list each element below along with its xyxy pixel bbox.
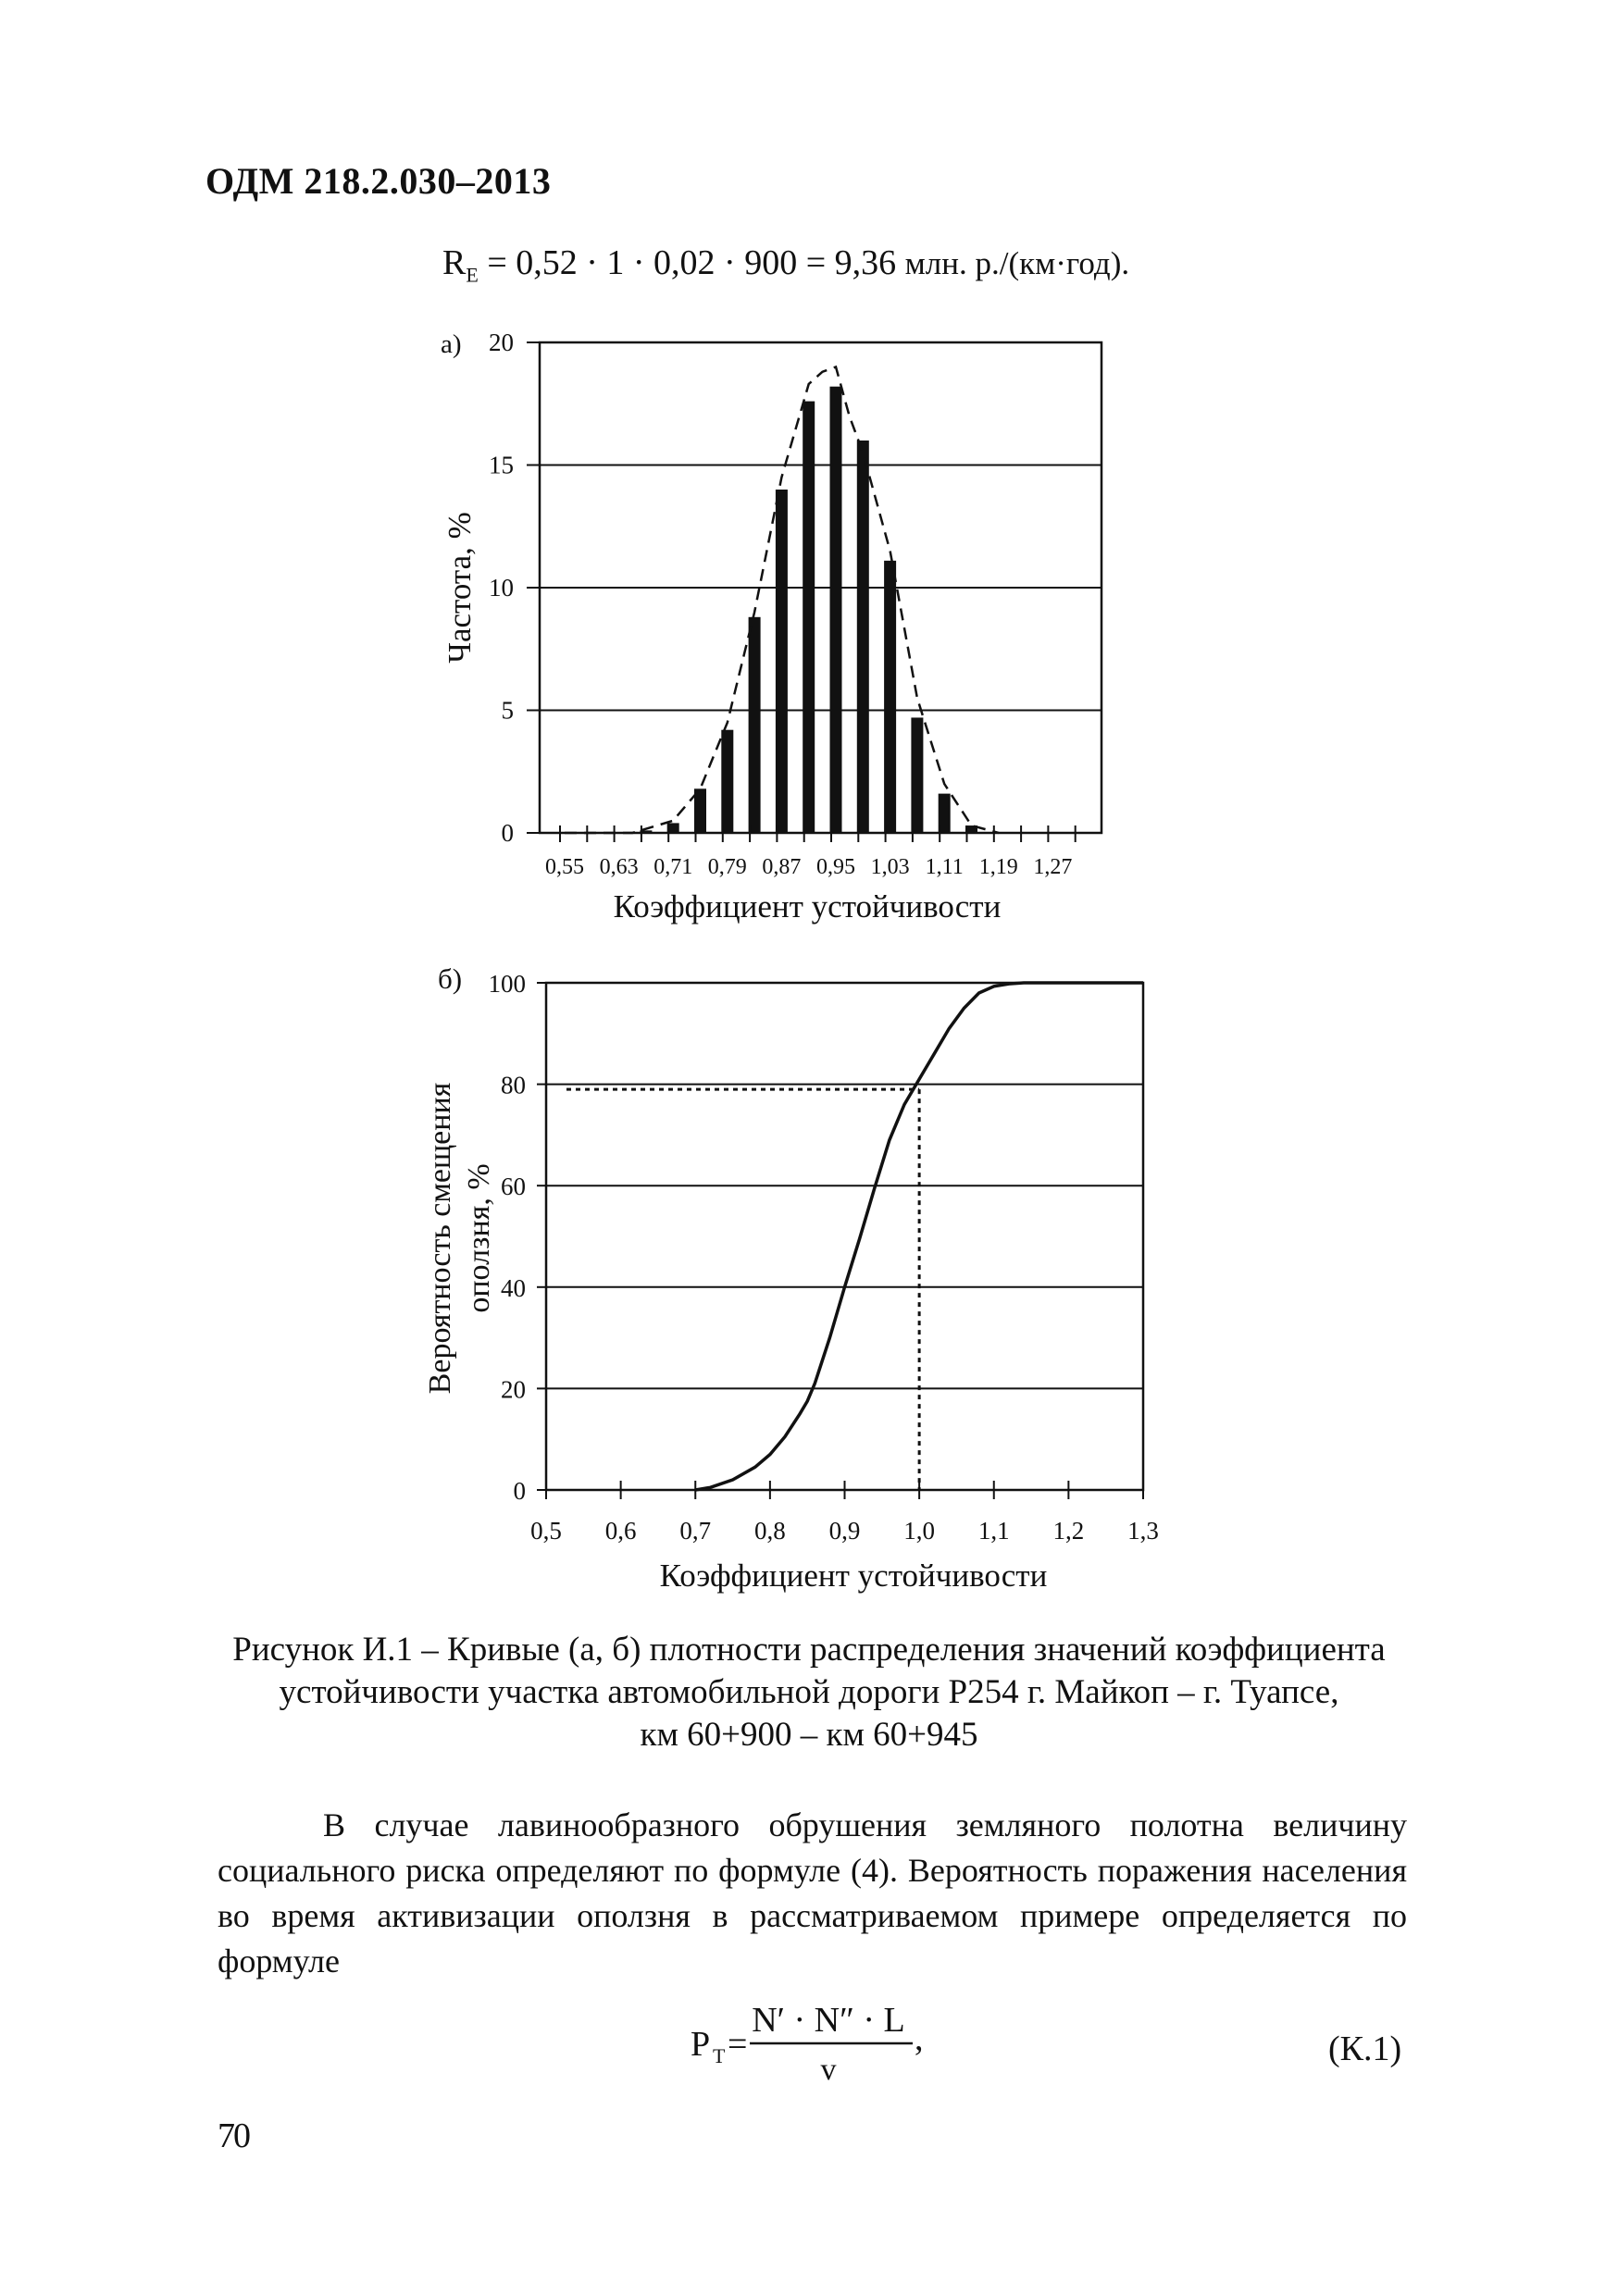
chart-a-x-tick-label: 1,03 [870, 855, 910, 879]
paragraph-line-1: В случае лавинообразного обрушения земляного полотна величину [323, 1806, 1407, 1843]
chart-b-y-tick-label: 100 [488, 970, 526, 998]
chart-a-bar [749, 617, 761, 833]
chart-a-y-tick-label: 20 [489, 329, 514, 356]
chart-a-bar [803, 402, 815, 833]
formula-pt-subscript: T [713, 2044, 726, 2067]
chart-a-x-tick-label: 0,55 [545, 855, 584, 879]
formula-pt-denominator: v [820, 2053, 837, 2087]
chart-b-x-axis-label: Коэффициент устойчивости [659, 1558, 1048, 1594]
paragraph-line-2: социального риска определяют по формуле (4). Вероятность поражения населения [218, 1852, 1407, 1889]
page-number: 70 [218, 2116, 249, 2155]
formula-pt [685, 1994, 963, 2096]
caption-line-1: Рисунок И.1 – Кривые (а, б) плотности распределения значений коэффициента [232, 1631, 1386, 1669]
chart-a-y-axis-label: Частота, % [442, 512, 478, 664]
chart-a-x-tick-label: 0,79 [707, 855, 747, 879]
formula-re-subscript: E [466, 263, 479, 287]
chart-a-y-tick-label: 10 [489, 574, 514, 602]
chart-b-x-tick-label: 1,3 [1127, 1517, 1159, 1545]
formula-re-expression: = 0,52 · 1 · 0,02 · 900 = 9,36 [478, 243, 905, 282]
chart-b-x-tick-label: 0,5 [530, 1517, 562, 1545]
chart-a-x-tick-label: 1,27 [1033, 855, 1073, 879]
body-paragraph [218, 1803, 1407, 1984]
chart-a-bar [857, 441, 869, 833]
chart-b-x-tick-label: 1,1 [977, 1517, 1010, 1545]
caption-line-3: км 60+900 – км 60+945 [640, 1716, 978, 1754]
histogram-chart [0, 0, 1618, 1018]
figure-caption [139, 1629, 1479, 1756]
chart-a-bar [721, 730, 733, 833]
chart-b-y-tick-label: 80 [501, 1071, 526, 1099]
chart-a-y-tick-label: 15 [489, 451, 514, 479]
cumulative-probability-chart [0, 925, 1618, 1629]
formula-pt-lhs: P [691, 2025, 711, 2064]
document-code-header: ОДМ 218.2.030–2013 [205, 160, 552, 202]
chart-b-x-tick-label: 0,9 [828, 1517, 861, 1545]
chart-b-y-axis-label-line2: оползня, % [462, 1163, 496, 1313]
chart-b-y-tick-label: 60 [501, 1173, 526, 1201]
chart-b-y-tick-label: 20 [501, 1375, 526, 1404]
chart-a-bar [776, 490, 788, 833]
chart-b-x-tick-label: 0,8 [754, 1517, 786, 1545]
chart-a-x-tick-label: 0,63 [599, 855, 639, 879]
formula-re-lhs: R [442, 243, 467, 282]
chart-a-x-tick-label: 0,95 [816, 855, 855, 879]
chart-a-bar [830, 387, 842, 833]
chart-b-y-tick-label: 0 [513, 1477, 526, 1505]
chart-a-panel-label: а) [441, 329, 462, 359]
chart-b-panel-label: б) [438, 962, 463, 995]
chart-b-x-tick-label: 0,6 [604, 1517, 637, 1545]
chart-a-x-tick-label: 1,11 [925, 855, 964, 879]
chart-b-x-tick-label: 1,0 [903, 1517, 935, 1545]
chart-b-x-tick-label: 0,7 [679, 1517, 712, 1545]
formula-re-unit: млн. р./(км·год). [904, 245, 1130, 281]
chart-b-y-axis-label-line1: Вероятность смещения [423, 1082, 457, 1395]
formula-pt-equals: = [728, 2025, 748, 2064]
chart-a-x-tick-label: 0,71 [653, 855, 693, 879]
chart-b-x-tick-label: 1,2 [1052, 1517, 1085, 1545]
chart-a-y-tick-label: 5 [501, 696, 514, 725]
chart-a-bar [884, 561, 896, 833]
chart-a-x-tick-label: 0,87 [762, 855, 802, 879]
chart-a-x-axis-label: Коэффициент устойчивости [613, 888, 1002, 925]
chart-a-bar [911, 717, 923, 833]
formula-pt-comma: , [915, 2019, 924, 2058]
caption-line-2: устойчивости участка автомобильной дороги Р254 г. Майкоп – г. Туапсе, [279, 1673, 1339, 1711]
chart-a-y-tick-label: 0 [501, 819, 514, 847]
chart-a-x-tick-label: 1,19 [978, 855, 1018, 879]
chart-b-y-tick-label: 40 [501, 1273, 526, 1302]
paragraph-line-3: во время активизации оползня в рассматриваемом примере определяется по [218, 1897, 1407, 1934]
chart-b-plot-frame [546, 983, 1143, 1490]
formula-pt-numerator: N′ · N″ · L [752, 2001, 905, 2040]
paragraph-line-4: формуле [218, 1942, 340, 1980]
equation-number: (К.1) [1328, 2029, 1402, 2068]
